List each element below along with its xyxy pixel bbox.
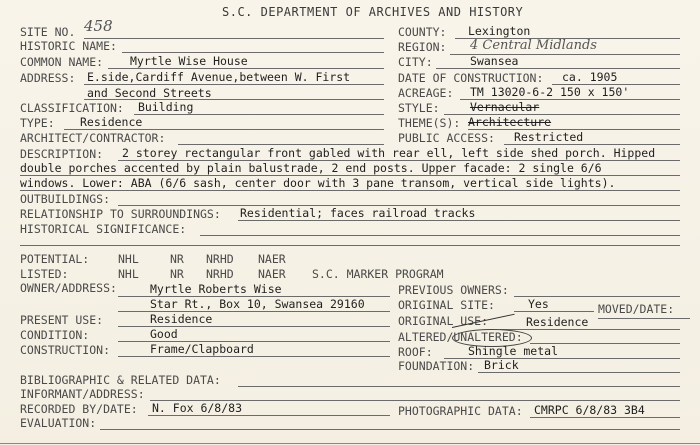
condition-value: Good [150, 327, 178, 341]
owner-label: OWNER/ADDRESS: [20, 281, 117, 295]
owner-line-1: Myrtle Roberts Wise [150, 282, 282, 296]
moved-date-label: MOVED/DATE: [598, 302, 675, 316]
original-use-value: Residence [526, 315, 589, 329]
county-value: Lexington [468, 24, 531, 38]
common-name-label: COMMON NAME: [20, 55, 104, 69]
roof-value: Shingle metal [468, 344, 559, 358]
style-label: STYLE: [398, 101, 440, 115]
potential-nr: NR [170, 252, 184, 266]
listed-naer: NAER [258, 267, 286, 281]
public-access-value: Restricted [514, 130, 584, 144]
potential-nrhd: NRHD [206, 252, 234, 266]
relationship-label: RELATIONSHIP TO SURROUNDINGS: [20, 207, 221, 221]
photographic-data-label: PHOTOGRAPHIC DATA: [398, 404, 523, 418]
type-value: Residence [80, 115, 143, 129]
altered-label: ALTERED/UNALTERED: [398, 330, 523, 344]
outbuildings-label: OUTBUILDINGS: [20, 192, 111, 206]
architect-label: ARCHITECT/CONTRACTOR: [20, 131, 166, 145]
description-line-3: windows. Lower: ABA (6/6 sash, center door with 3 pane transom, vertical side lights). [20, 176, 616, 190]
construction-value: Frame/Clapboard [150, 342, 254, 356]
address-line-2: and Second Streets [87, 86, 212, 100]
common-name-value: Myrtle Wise House [130, 54, 248, 68]
relationship-value: Residential; faces railroad tracks [240, 206, 476, 220]
potential-nhl: NHL [118, 252, 139, 266]
potential-label: POTENTIAL: [20, 252, 90, 266]
listed-nhl: NHL [118, 267, 139, 281]
foundation-label: FOUNDATION: [398, 359, 475, 373]
historic-name-label: HISTORIC NAME: [20, 39, 117, 53]
city-value: Swansea [470, 54, 519, 68]
themes-label: THEME(S): [398, 116, 461, 130]
original-site-label: ORIGINAL SITE: [398, 298, 495, 312]
listed-nr: NR [170, 267, 184, 281]
public-access-label: PUBLIC ACCESS: [398, 131, 495, 145]
city-label: CITY: [398, 55, 433, 69]
condition-label: CONDITION: [20, 328, 90, 342]
classification-value: Building [138, 100, 194, 114]
original-use-label: ORIGINAL USE: [398, 314, 489, 328]
photographic-data-value: CMRPC 6/8/83 3B4 [534, 403, 645, 417]
region-value: 4 Central Midlands [470, 38, 597, 53]
evaluation-label: EVALUATION: [20, 416, 97, 430]
owner-line-2: Star Rt., Box 10, Swansea 29160 [150, 297, 365, 311]
description-line-2: double porches accented by plain balustrade, 2 end posts. Upper facade: 2 single 6/6 [20, 161, 602, 175]
recorded-by-label: RECORDED BY/DATE: [20, 402, 138, 416]
region-label: REGION: [398, 40, 447, 54]
style-value: Vernacular [470, 100, 540, 114]
themes-value: Architecture [468, 115, 552, 129]
sc-marker-program: S.C. MARKER PROGRAM [312, 267, 444, 281]
classification-label: CLASSIFICATION: [20, 101, 124, 115]
potential-naer: NAER [258, 252, 286, 266]
acreage-value: TM 13020-6-2 150 x 150' [470, 85, 630, 99]
listed-nrhd: NRHD [206, 267, 234, 281]
description-label: DESCRIPTION: [20, 147, 104, 161]
address-line-1: E.side,Cardiff Avenue,between W. First [87, 70, 351, 84]
previous-owners-label: PREVIOUS OWNERS: [398, 283, 509, 297]
construction-label: CONSTRUCTION: [20, 343, 111, 357]
description-line-1: 2 storey rectangular front gabled with rear ell, left side shed porch. Hipped [122, 146, 656, 160]
bibliographic-label: BIBLIOGRAPHIC & RELATED DATA: [20, 373, 221, 387]
listed-label: LISTED: [20, 267, 69, 281]
original-site-value: Yes [528, 297, 549, 311]
recorded-by-value: N. Fox 6/8/83 [152, 401, 243, 415]
county-label: COUNTY: [398, 25, 447, 39]
informant-label: INFORMANT/ADDRESS: [20, 387, 145, 401]
site-no-label: SITE NO. [20, 25, 76, 39]
site-no-value: 458 [84, 17, 113, 35]
acreage-label: ACREAGE: [398, 86, 454, 100]
historical-significance-label: HISTORICAL SIGNIFICANCE: [20, 222, 187, 236]
present-use-label: PRESENT USE: [20, 313, 104, 327]
foundation-value: Brick [484, 358, 519, 372]
address-label: ADDRESS: [20, 71, 76, 85]
type-label: TYPE: [20, 116, 55, 130]
roof-label: ROOF: [398, 345, 433, 359]
present-use-value: Residence [150, 312, 213, 326]
form-title: S.C. DEPARTMENT OF ARCHIVES AND HISTORY [222, 5, 524, 19]
date-of-construction-value: ca. 1905 [562, 70, 618, 84]
date-of-construction-label: DATE OF CONSTRUCTION: [398, 71, 544, 85]
